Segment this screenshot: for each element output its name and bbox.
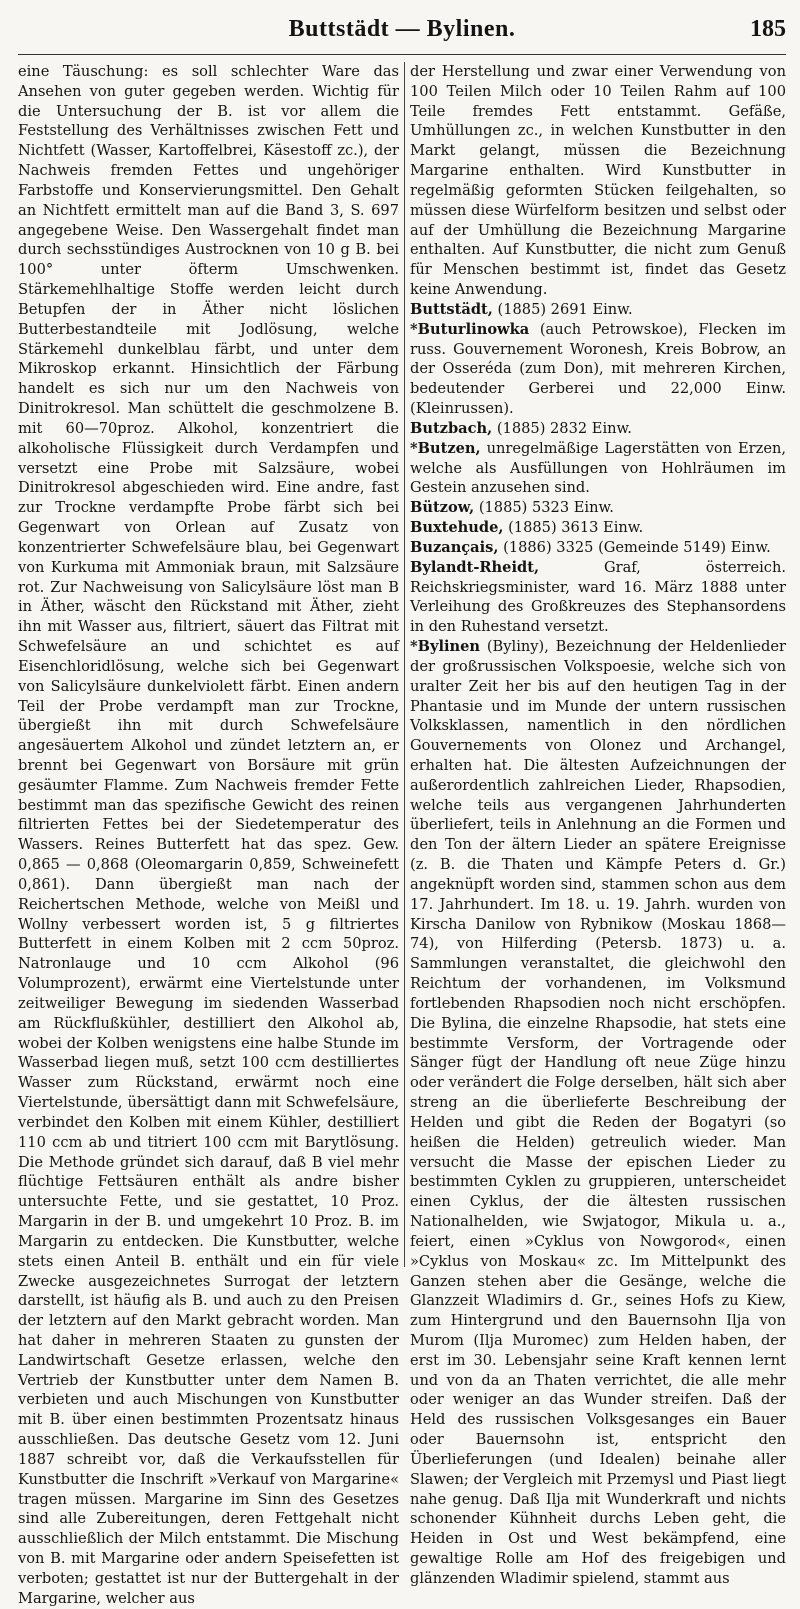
entry-buxtehude [410,518,786,538]
entry-headword: Buttstädt, [410,300,493,318]
right-column [410,62,787,1587]
entry-text: (1885) 2832 Einw. [496,419,632,437]
entry-text: (auch Petrowskoe), Flecken im russ. Gouvernement Woronesh, Kreis Bobrow, an der Osseréda (zum Don), mit mehreren Kirchen, bedeutender Gerberei und 22,000 Einw. (Kleinrussen). [410,320,787,418]
entry-bylinen [410,637,786,1589]
entry-headword: *Bylinen [410,638,481,656]
column-divider [404,62,405,1267]
entry-text: (Byliny), Bezeichnung der Heldenlieder der großrussischen Volkspoesie, welche sich von uralter Zeit her bis auf den heutigen Tag in der Phantasie und im Munde der untern russischen Volksklassen, namentlich in den nördlichen Gouvernements von Olonez und Archangel, erhalten hat. Die ältesten Aufzeichnungen der außerordentlich zahlreichen Lieder, Rhapsodien, welche teils aus vergangenen Jahrhunderten überliefert, teils in Anlehnung an die Formen und den Ton der ältern Lieder an spätere Ereignisse (z. B. die Thaten und Kämpfe Peters d. Gr.) angeknüpft worden sind, stammen schon aus dem 17. Jahrhundert. Im 18. u. 19. Jahrh. wurden von Kirscha Danilow von Rybnikow (Moskau 1868—74), von Hilferding (Petersb. 1873) u. a. Sammlungen veranstaltet, die gleichwohl den Reichtum der vorhandenen, im Volksmund fortlebenden Rhapsodien noch nicht erschöpfen. Die Bylina, die einzelne Rhapsodie, hat stets eine bestimmte Versform, der Vortragende oder Sänger fügt der Handlung oft neue Züge hinzu oder verändert die Folge derselben, hält sich aber streng an die überlieferte Beschreibung der Helden und gibt die Reden der Bogatyri (so heißen die Helden) getreulich wieder. Man versucht die Masse der epischen Lieder zu bestimmten Cyklen zu gruppieren, unterscheidet einen Cyklus, der die ältesten russischen Nationalhelden, wie Swjatogor, Mikula u. a., feiert, einen »Cyklus von Nowgorod«, einen »Cyklus von Moskau« zc. Im Mittelpunkt des Ganzen stehen aber die Gesänge, welche die Glanzzeit Wladimirs d. Gr., seines Hofs zu Kiew, zum Hintergrund und den Bauernsohn Ilja von Murom (Ilja Muromec) zum Helden haben, der erst im 30. Lebensjahr seine Kraft kennen lernt und von da an Thaten verrichtet, die alle mehr oder weniger an das Wunder streifen. Daß der Held des russischen Volksgesanges ein Bauer oder Bauernsohn ist, entspricht den Überlieferungen (und Idealen) beinahe aller Slawen; der Vergleich mit Przemysl und Piast liegt nahe genug. Daß Ilja mit Wunderkraft und nichts schonender Kühnheit durchs Leben geht, die Heiden in Ost und West bekämpfend, eine gewaltige Rolle am Hof des freigebigen und glänzenden Wladimir spielend, stammt aus [410,638,786,1587]
entry-buttstaedt [410,300,786,320]
left-column [18,62,399,1607]
entry-bylandt-rheidt [410,558,786,637]
entry-headword: Bylandt-Rheidt, [410,558,540,576]
left-column-text: eine Täuschung: es soll schlechter Ware das Ansehen von guter gegeben werden. Wichtig für die Untersuchung der B. ist vor allem die Feststellung des Verhältnisses zwischen Fett und Nichtfett (Wasser, Kartoffelbrei, Käsestoff zc.), der Nachweis fremden Fettes und ungehöriger Farbstoffe und Konservierungsmittel. Den Gehalt an Nichtfett ermittelt man auf die Band 3, S. 697 angegebene Weise. Den Wassergehalt findet man durch sechsstündiges Austrocknen von 10 g B. bei 100° unter öfterm Umschwenken. Stärkemehlhaltige Stoffe werden leicht durch Betupfen der in Äther nicht löslichen Butterbestandteile mit Jodlösung, welche Stärkemehl dunkelblau färbt, und unter dem Mikroskop erkannt. Hinsichtlich der Färbung handelt es sich nur um den Nachweis von Dinitrokresol. Man schüttelt die geschmolzene B. mit 60—70proz. Alkohol, konzentriert die alkoholische Flüssigkeit durch Verdampfen und versetzt eine Probe mit Salzsäure, wobei Dinitrokresol abgeschieden wird. Eine andre, fast zur Trockne verdampfte Probe färbt sich bei Gegenwart von Orlean auf Zusatz von konzentrierter Schwefelsäure blau, bei Gegenwart von Kurkuma mit Ammoniak braun, mit Salzsäure rot. Zur Nachweisung von Salicylsäure löst man B in Äther, wäscht den Rückstand mit Äther, zieht ihn mit Wasser aus, filtriert, säuert das Filtrat mit Schwefelsäure an und schichtet es auf Eisenchloridlösung, welche sich bei Gegenwart von Salicylsäure dunkelviolett färbt. Einen andern Teil der Probe verdampft man zur Trockne, übergießt ihn mit durch Schwefelsäure angesäuertem Alkohol und zündet letztern an, er brennt bei Gegenwart von Borsäure mit grün gesäumter Flamme. Zum Nachweis fremder Fette bestimmt man das spezifische Gewicht des reinen filtrierten Fettes bei der Siedetemperatur des Wassers. Reines Butterfett hat das spez. Gew. 0,865 — 0,868 (Oleomargarin 0,859, Schweinefett 0,861). Dann übergießt man nach der Reichertschen Methode, welche von Meißl und Wollny verbessert worden ist, 5 g filtriertes Butterfett in einem Kolben mit 2 ccm 50proz. Natronlauge und 10 ccm Alkohol (96 Volumprozent), erwärmt eine Viertelstunde unter zeitweiliger Bewegung im siedenden Wasserbad am Rückflußkühler, destilliert den Alkohol ab, wobei der Kolben wenigstens eine halbe Stunde im Wasserbad liegen muß, setzt 100 ccm destilliertes Wasser zum Rückstand, erwärmt noch eine Viertelstunde, übersättigt dann mit Schwefelsäure, verbindet den Kolben mit einem Kühler, destilliert 110 ccm ab und titriert 100 ccm mit Barytlösung. Die Methode gründet sich darauf, daß B viel mehr flüchtige Fettsäuren enthält als andre bisher untersuchte Fette, und sie gestattet, 10 Proz. Margarin in der B. und umgekehrt 10 Proz. B. im Margarin zu entdecken. Die Kunstbutter, welche stets einen Anteil B. enthält und ein für viele Zwecke ausgezeichnetes Surrogat der letztern darstellt, ist häufig als B. und auch zu den Preisen der letztern auf den Markt gebracht worden. Man hat daher in mehreren Staaten zu gunsten der Landwirtschaft Gesetze erlassen, welche den Vertrieb der Kunstbutter unter dem Namen B. verbieten und auch Mischungen von Kunstbutter mit B. über einen bestimmten Prozentsatz hinaus ausschließen. Das deutsche Gesetz vom 12. Juni 1887 schreibt vor, daß die Verkaufsstellen für Kunstbutter die Inschrift »Verkauf von Margarine« tragen müssen. Margarine im Sinn des Gesetzes sind alle Zubereitungen, deren Fettgehalt nicht ausschließlich der Milch entstammt. Die Mischung von B. mit Margarine oder andern Speisefetten ist verboten; gestattet ist nur der Buttergehalt in der Margarine, welcher aus [18,63,399,1607]
entry-butzbach [410,419,786,439]
entry-headword: Butzbach, [410,419,493,437]
entry-buzancais [410,538,786,558]
entry-buetzow [410,498,786,518]
right-column-continuation: der Herstellung und zwar einer Verwendung von 100 Teilen Milch oder 10 Teilen Rahm auf 100 Teile fremdes Fett entstammt. Gefäße, Umhüllungen zc., in welchen Kunstbutter in den Markt gelangt, müssen die Bezeichnung Margarine enthalten. Wird Kunstbutter in regelmäßig geformten Stücken feilgehalten, so müssen diese Würfelform besitzen und selbst oder auf der Umhüllung die Bezeichnung Margarine enthalten. Auf Kunstbutter, die nicht zum Genuß für Menschen bestimmt ist, findet das Gesetz keine Anwendung. [410,63,786,299]
entry-text: (1885) 5323 Einw. [478,499,614,517]
entry-text: (1885) 3613 Einw. [508,519,644,537]
page-number: 185 [750,16,786,42]
entry-text: (1886) 3325 (Gemeinde 5149) Einw. [503,538,771,556]
entry-headword: *Buturlinowka [410,320,530,338]
entry-headword: Buzançais, [410,538,499,556]
text-columns [18,62,787,1607]
entry-headword: Buxtehude, [410,519,504,537]
entry-text: Graf, österreich. Reichskriegsminister, ward 16. März 1888 unter Verleihung des Großkreuzes des Stephansordens in den Ruhestand versetzt. [410,558,786,636]
page-header [18,14,786,55]
entry-headword: *Butzen, [410,439,481,457]
entry-text: unregelmäßige Lagerstätten von Erzen, welche als Ausfüllungen von Hohlräumen im Gestein anzusehen sind. [410,439,787,497]
entry-buturlinowka [410,320,786,419]
entry-butzen [410,439,786,498]
entry-list [410,300,786,1589]
entry-text: (1885) 2691 Einw. [497,300,633,318]
running-head: Buttstädt — Bylinen. [288,16,516,42]
entry-headword: Bützow, [410,499,475,517]
